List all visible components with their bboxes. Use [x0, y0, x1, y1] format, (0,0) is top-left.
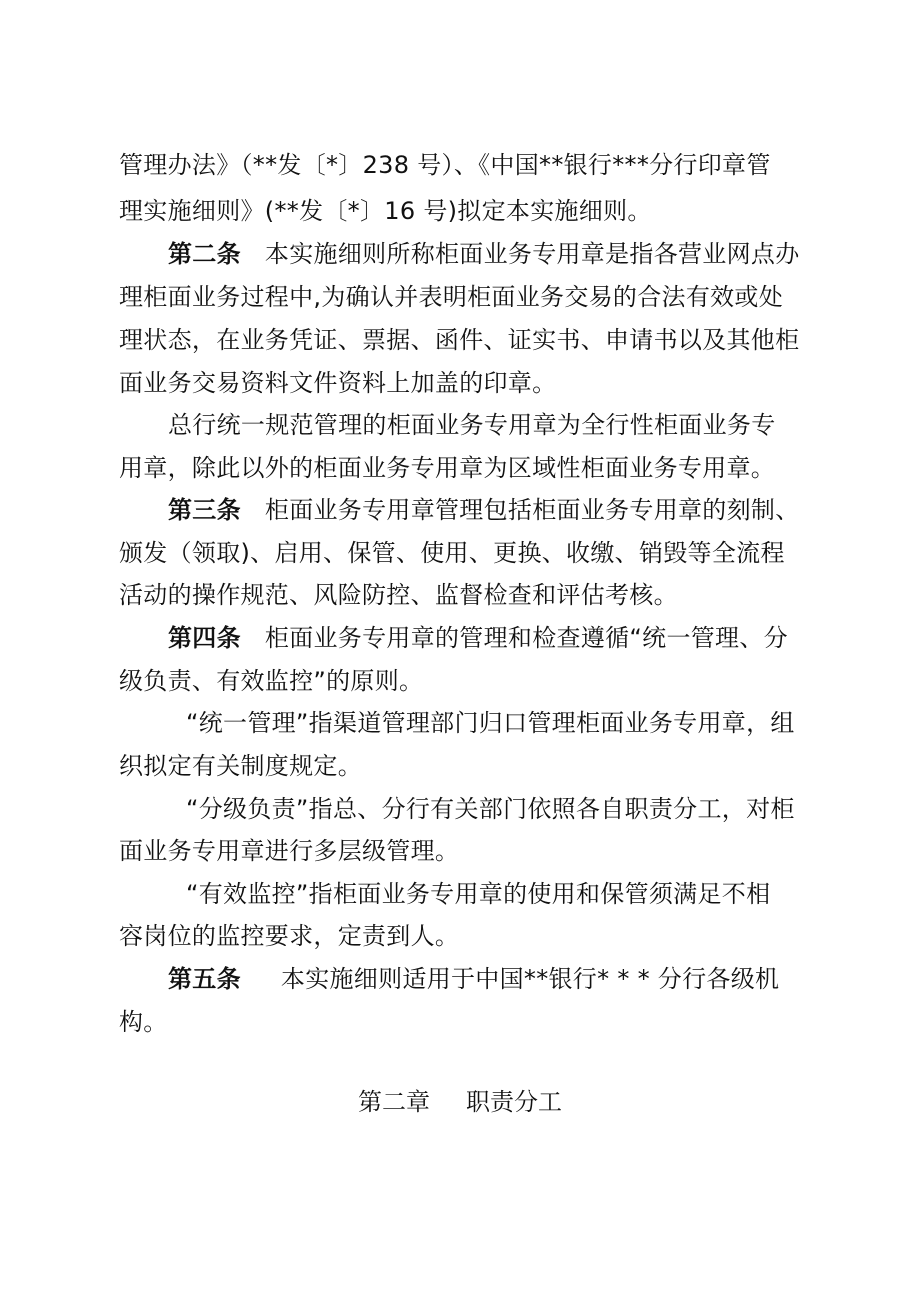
text-line: 构。 [119, 1008, 168, 1036]
text-line: 织拟定有关制度规定。 [119, 752, 362, 780]
text-line: 管理办法》（**发〔*〕238 号）、《中国**银行***分行印章管 [119, 151, 771, 179]
chapter-title: 职责分工 [466, 1088, 562, 1116]
chapter-number: 第二章 [358, 1088, 430, 1116]
article-5-first-line [168, 964, 779, 994]
text-line: “统一管理”指渠道管理部门归口管理柜面业务专用章，组 [186, 709, 795, 737]
text-line: 级负责、有效监控”的原则。 [119, 667, 424, 695]
article-2-heading: 第二条 [168, 240, 241, 268]
text-line: “分级负责”指总、分行有关部门依照各自职责分工，对柜 [186, 795, 795, 823]
text-line: 颁发（领取)、启用、保管、使用、更换、收缴、销毁等全流程 [119, 539, 785, 567]
text-line: 活动的操作规范、风险防控、监督检查和评估考核。 [119, 581, 678, 609]
article-4-first-line [168, 623, 788, 653]
text-line: “有效监控”指柜面业务专用章的使用和保管须满足不相 [186, 880, 771, 908]
text-line: 理状态，在业务凭证、票据、函件、证实书、申请书以及其他柜 [119, 326, 800, 354]
article-5-heading: 第五条 [168, 965, 241, 993]
chapter-heading [0, 1087, 920, 1117]
text-line: 容岗位的监控要求，定责到人。 [119, 922, 460, 950]
article-4-text: 柜面业务专用章的管理和检查遵循“统一管理、分 [264, 624, 788, 652]
article-2-text: 本实施细则所称柜面业务专用章是指各营业网点办 [264, 240, 800, 268]
text-line: 总行统一规范管理的柜面业务专用章为全行性柜面业务专 [168, 411, 776, 439]
text-line: 理实施细则》(**发〔*〕16 号)拟定本实施细则。 [119, 197, 652, 225]
text-line: 面业务专用章进行多层级管理。 [119, 837, 460, 865]
article-3-first-line [168, 495, 800, 525]
text-line: 用章，除此以外的柜面业务专用章为区域性柜面业务专用章。 [119, 454, 776, 482]
article-5-text: 本实施细则适用于中国**银行* * * 分行各级机 [280, 965, 780, 993]
article-3-heading: 第三条 [168, 496, 241, 524]
article-3-text: 柜面业务专用章管理包括柜面业务专用章的刻制、 [264, 496, 800, 524]
article-4-heading: 第四条 [168, 624, 241, 652]
text-line: 面业务交易资料文件资料上加盖的印章。 [119, 369, 557, 397]
text-line: 理柜面业务过程中,为确认并表明柜面业务交易的合法有效或处 [119, 283, 784, 311]
article-2-first-line [168, 239, 800, 269]
